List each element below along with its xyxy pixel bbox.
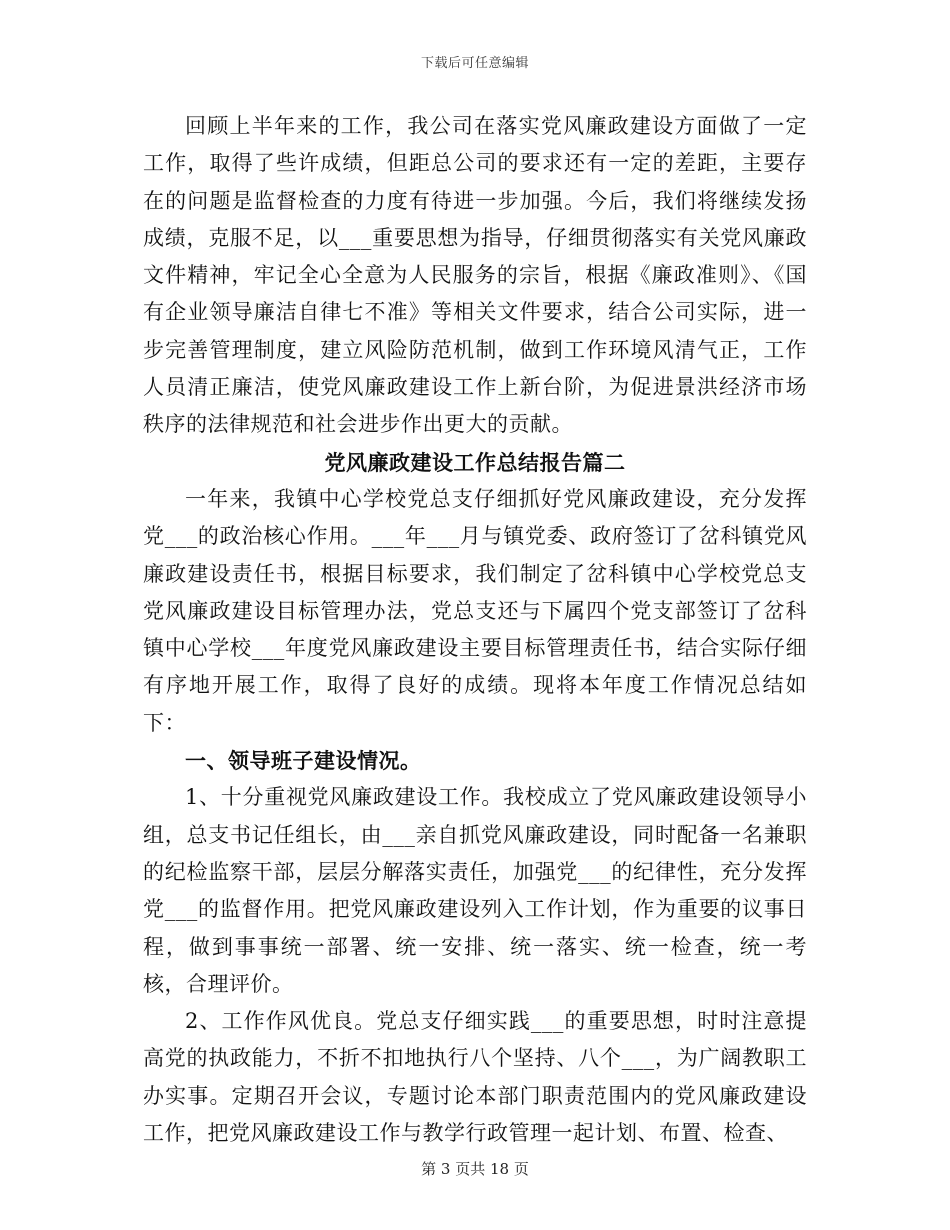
document-body: [143, 108, 807, 1152]
subsection-heading: 一、领导班子建设情况。: [185, 748, 422, 774]
paragraph-review: 回顾上半年来的工作，我公司在落实党风廉政建设方面做了一定工作，取得了些许成绩，但距总公司的要求还有一定的差距，主要存在的问题是监督检查的力度有待进一步加强。今后，我们将继续发扬成绩，克服不足，以___重要思想为指导，仔细贯彻落实有关党风廉政文件精神，牢记全心全意为人民服务的宗旨，根据《廉政准则》、《国有企业领导廉洁自律七不准》等相关文件要求，结合公司实际，进一步完善管理制度，建立风险防范机制，做到工作环境风清气正，工作人员清正廉洁，使党风廉政建设工作上新台阶，为促进景洪经济市场秩序的法律规范和社会进步作出更大的贡献。: [143, 114, 807, 437]
page-header: 下载后可任意编辑: [420, 56, 529, 71]
page-number: 第 3 页共 18 页: [421, 1160, 529, 1178]
paragraph-item-2: 2、工作作风优良。党总支仔细实践___的重要思想，时时注意提高党的执政能力，不折不扣地执行八个坚持、八个___，为广阔教职工办实事。定期召开会议，专题讨论本部门职责范围内的党风廉政建设工作，把党风廉政建设工作与教学行政管理一起计划、布置、检查、: [143, 1009, 807, 1146]
section-title: 党风廉政建设工作总结报告篇二: [324, 449, 626, 475]
paragraph-item-1: 1、十分重视党风廉政建设工作。我校成立了党风廉政建设领导小组，总支书记任组长，由___亲自抓党风廉政建设，同时配备一名兼职的纪检监察干部，层层分解落实责任，加强党___的纪律性，充分发挥党___的监督作用。把党风廉政建设列入工作计划，作为重要的议事日程，做到事事统一部署、统一安排、统一落实、统一检查，统一考核，合理评价。: [143, 785, 807, 996]
paragraph-intro: 一年来，我镇中心学校党总支仔细抓好党风廉政建设，充分发挥党___的政治核心作用。___年___月与镇党委、政府签订了岔科镇党风廉政建设责任书，根据目标要求，我们制定了岔科镇中心学校党总支党风廉政建设目标管理办法，党总支还与下属四个党支部签订了岔科镇中心学校___年度党风廉政建设主要目标管理责任书，结合实际仔细有序地开展工作，取得了良好的成绩。现将本年度工作情况总结如下：: [143, 486, 807, 735]
